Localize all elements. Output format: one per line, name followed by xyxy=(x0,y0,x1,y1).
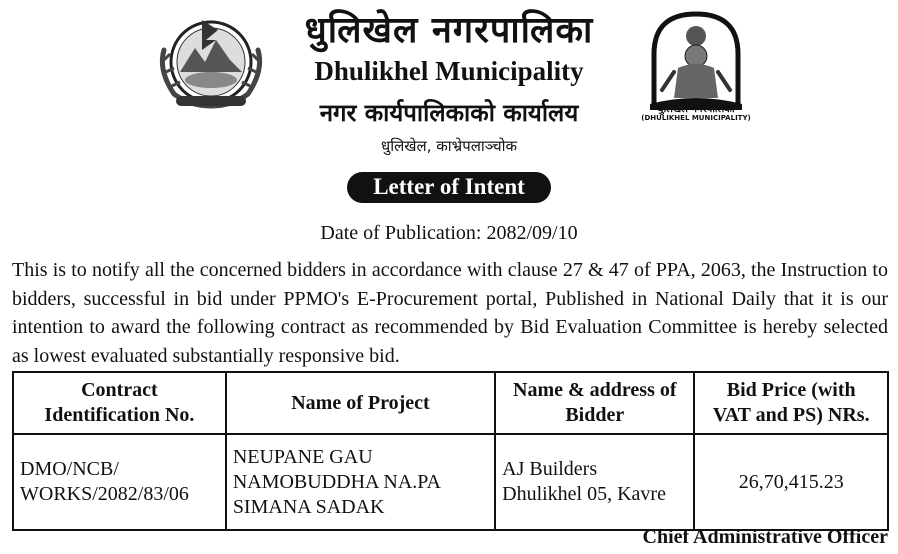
right-logo-caption-nepali: धुलिखेल नगरपालिका xyxy=(657,104,735,115)
header-bid-price: Bid Price (with VAT and PS) NRs. xyxy=(694,372,888,434)
cell-bid-price: 26,70,415.23 xyxy=(694,434,888,530)
signature-title: Chief Administrative Officer xyxy=(642,526,888,548)
header-bidder: Name & address of Bidder xyxy=(495,372,694,434)
document-title-wrap xyxy=(0,172,898,203)
municipality-title-nepali: धुलिखेल नगरपालिका xyxy=(304,10,594,51)
notice-paragraph: This is to notify all the concerned bidders in accordance with clause 27 & 47 of PPA, 2063, the Instruction to bidders, successful in bid under PPMO's E-Procurement portal, Published in National Daily that it is our intention to award the following contract as recommended by Bid Evaluation Committee is hereby selected as lowest evaluated substantially responsive bid. xyxy=(12,259,888,367)
document-title-badge: Letter of Intent xyxy=(347,172,551,203)
office-title-nepali: नगर कार्यपालिकाको कार्यालय xyxy=(319,99,579,127)
municipality-title-english: Dhulikhel Municipality xyxy=(314,56,584,86)
header-project: Name of Project xyxy=(226,372,495,434)
cell-project: NEUPANE GAU NAMOBUDDHA NA.PA SIMANA SADAK xyxy=(226,434,495,530)
address-nepali: धुलिखेल, काभ्रेपलाञ्चोक xyxy=(380,137,518,155)
cell-bidder: AJ Builders Dhulikhel 05, Kavre xyxy=(495,434,694,530)
table-row xyxy=(13,434,888,530)
header-contract-id: Contract Identification No. xyxy=(13,372,226,434)
publication-date: Date of Publication: 2082/09/10 xyxy=(320,222,578,244)
table-header-row xyxy=(13,372,888,434)
cell-contract-id: DMO/NCB/ WORKS/2082/83/06 xyxy=(13,434,226,530)
award-table xyxy=(12,371,889,531)
right-logo-caption-english: (DHULIKHEL MUNICIPALITY) xyxy=(641,114,751,122)
